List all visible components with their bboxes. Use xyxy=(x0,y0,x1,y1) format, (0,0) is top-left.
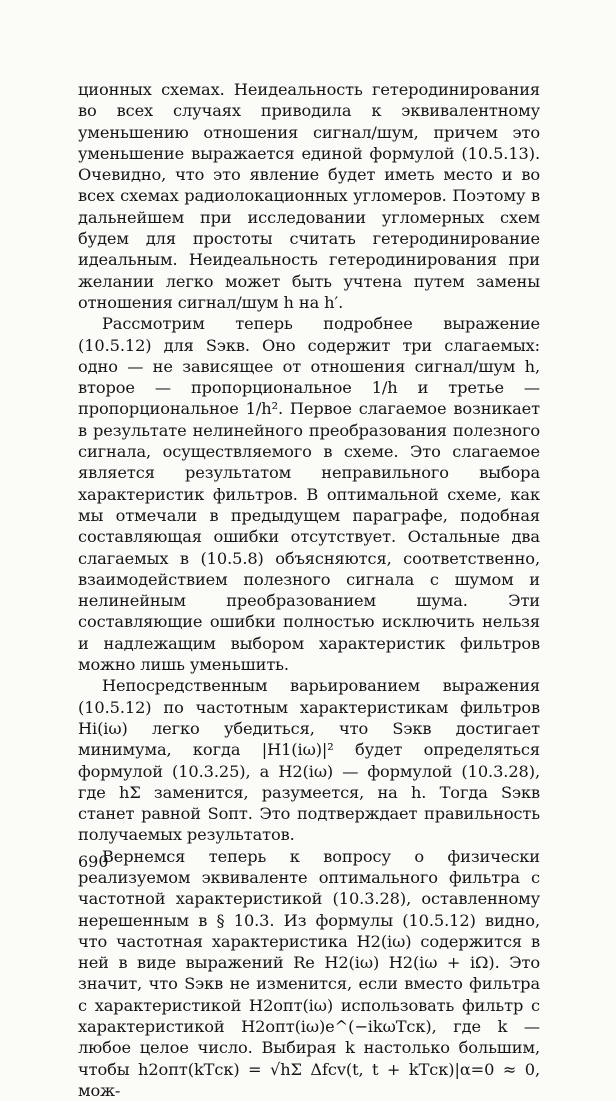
paragraph-4: Вернемся теперь к вопросу о физически реализуемом эквиваленте оптимального фильтра с частотной характеристикой (10.3.28), оставленному нерешенным в § 10.3. Из формулы (10.5.12) видно, что частотная характеристика H2(iω) содержится в ней в виде выражений Re H2(iω) H2(iω + iΩ). Это значит, что Sэкв не изменится, если вместо фильтра с характеристикой H2опт(iω) использовать фильтр с характеристикой H2опт(iω)e^(−ikωTск), где k — любое целое число. Выбирая k настолько большим, чтобы h2опт(kTск) = √hΣ Δfсv(t, t + kTск)|α=0 ≈ 0, мож- xyxy=(78,846,540,1100)
paragraph-1: ционных схемах. Неидеальность гетеродинирования во всех случаях приводила к эквивалентному уменьшению отношения сигнал/шум, причем это уменьшение выражается единой формулой (10.5.13). Очевидно, что это явление будет иметь место и во всех схемах радиолокационных угломеров. Поэтому в дальнейшем при исследовании угломерных схем будем для простоты считать гетеродинирование идеальным. Неидеальность гетеродинирования при желании легко может быть учтена путем замены отношения сигнал/шум h на h′. xyxy=(78,80,540,312)
body-text xyxy=(78,79,540,1101)
page-number: 690 xyxy=(78,852,109,871)
paragraph-3: Непосредственным варьированием выражения (10.5.12) по частотным характеристикам фильтров Hi(iω) легко убедиться, что Sэкв достигает минимума, когда |H1(iω)|² будет определяться формулой (10.3.25), а H2(iω) — формулой (10.3.28), где hΣ заменится, разумеется, на h. Тогда Sэкв станет равной Sопт. Это подтверждает правильность получаемых результатов. xyxy=(78,676,540,845)
paragraph-2: Рассмотрим теперь подробнее выражение (10.5.12) для Sэкв. Оно содержит три слагаемых: одно — не зависящее от отношения сигнал/шум h, второе — пропорциональное 1/h и третье — пропорциональное 1/h². Первое слагаемое возникает в результате нелинейного преобразования полезного сигнала, осуществляемого в схеме. Это слагаемое является результатом неправильного выбора характеристик фильтров. В оптимальной схеме, как мы отмечали в предыдущем параграфе, подобная составляющая ошибки отсутствует. Остальные два слагаемых в (10.5.8) объясняются, соответственно, взаимодействием полезного сигнала с шумом и нелинейным преобразованием шума. Эти составляющие ошибки полностью исключить нельзя и надлежащим выбором характеристик фильтров можно лишь уменьшить. xyxy=(78,314,540,675)
